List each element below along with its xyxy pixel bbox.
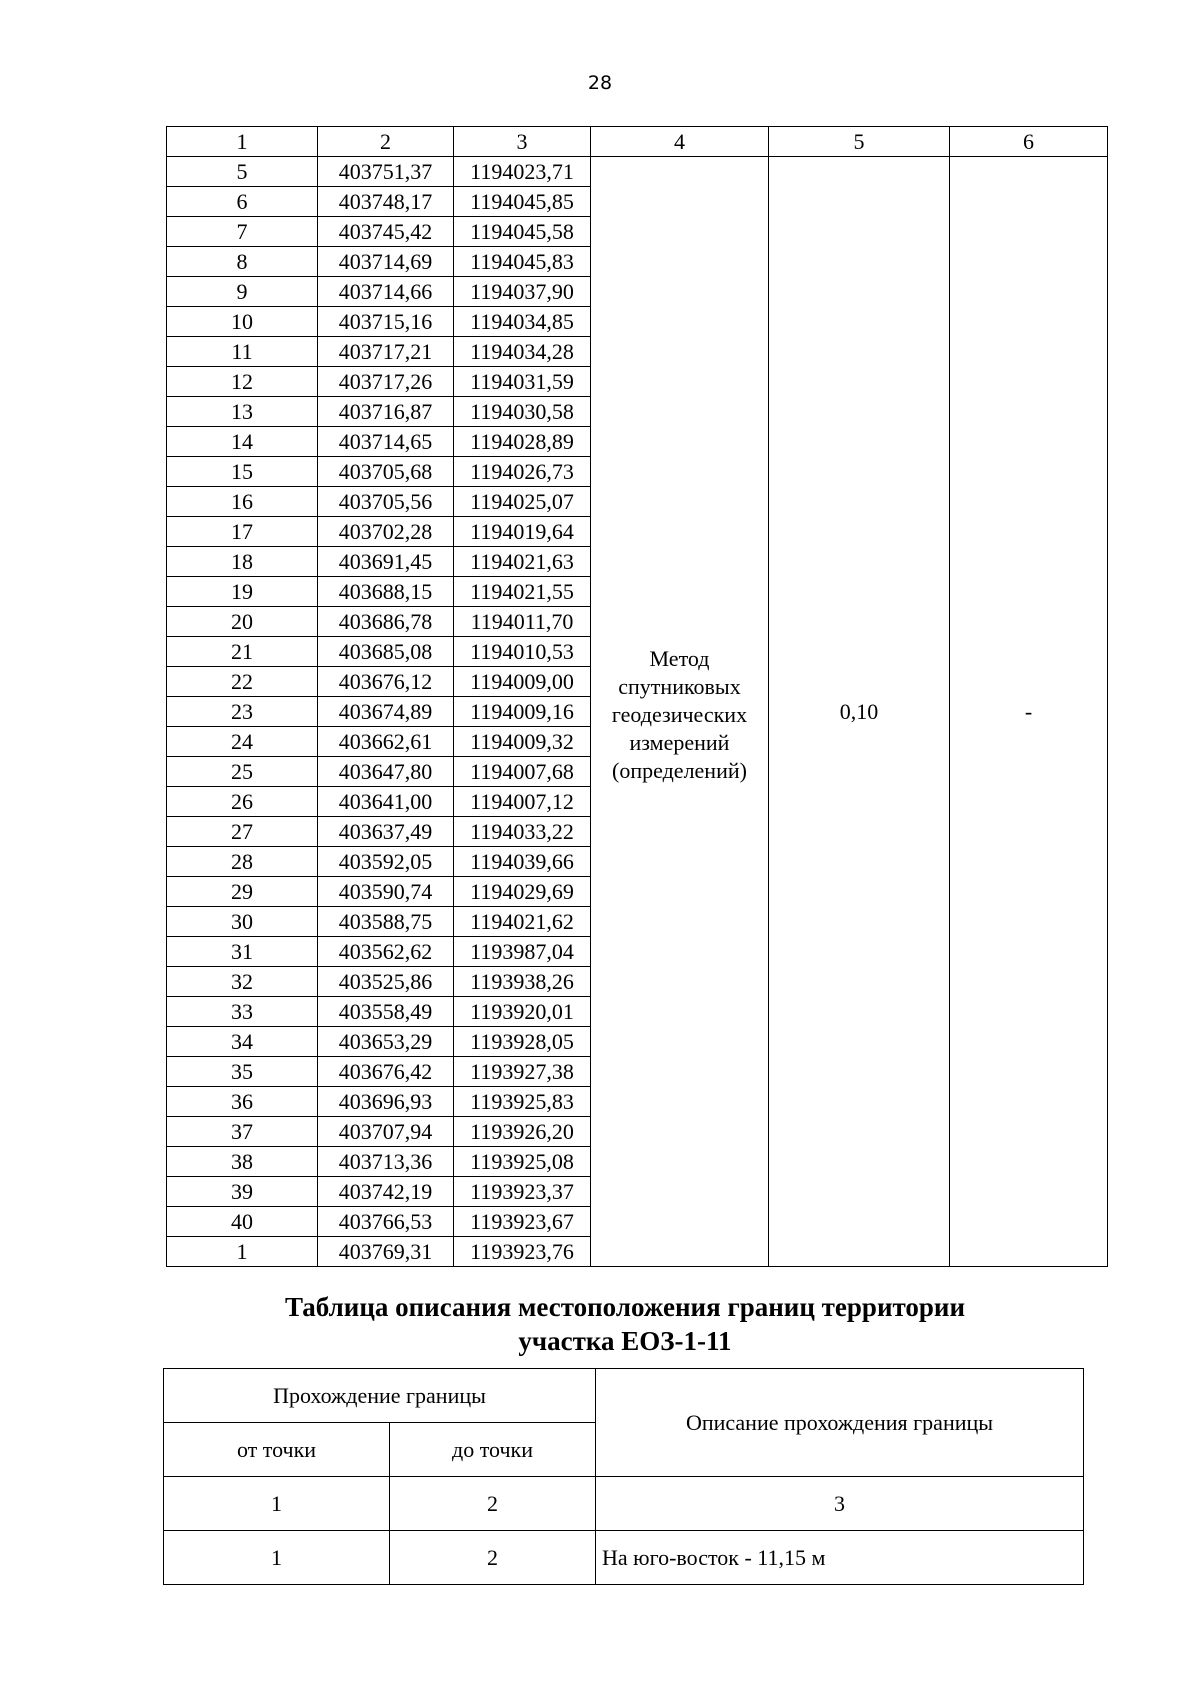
group-header-cell: Прохождение границы: [164, 1369, 596, 1423]
y-coordinate-cell: 1194025,07: [454, 487, 591, 517]
point-number-cell: 23: [167, 697, 318, 727]
section-title: [0, 1290, 1200, 1358]
y-coordinate-cell: 1194030,58: [454, 397, 591, 427]
y-coordinate-cell: 1194009,32: [454, 727, 591, 757]
method-line: измерений: [629, 729, 730, 755]
boundary-description-table: [163, 1368, 1084, 1585]
method-line: геодезических: [611, 701, 748, 727]
y-coordinate-cell: 1194023,71: [454, 157, 591, 187]
x-coordinate-cell: 403707,94: [318, 1117, 454, 1147]
x-coordinate-cell: 403685,08: [318, 637, 454, 667]
point-number-cell: 17: [167, 517, 318, 547]
y-coordinate-cell: 1193923,76: [454, 1237, 591, 1267]
x-coordinate-cell: 403766,53: [318, 1207, 454, 1237]
y-coordinate-cell: 1193927,38: [454, 1057, 591, 1087]
y-coordinate-cell: 1194011,70: [454, 607, 591, 637]
point-number-cell: 16: [167, 487, 318, 517]
point-number-cell: 24: [167, 727, 318, 757]
y-coordinate-cell: 1194021,63: [454, 547, 591, 577]
numbering-cell: 3: [596, 1477, 1084, 1531]
x-coordinate-cell: 403558,49: [318, 997, 454, 1027]
x-coordinate-cell: 403714,66: [318, 277, 454, 307]
x-coordinate-cell: 403769,31: [318, 1237, 454, 1267]
y-coordinate-cell: 1194034,28: [454, 337, 591, 367]
y-coordinate-cell: 1194028,89: [454, 427, 591, 457]
coordinates-table-body: [167, 127, 1108, 1267]
x-coordinate-cell: 403686,78: [318, 607, 454, 637]
point-number-cell: 7: [167, 217, 318, 247]
x-coordinate-cell: 403592,05: [318, 847, 454, 877]
point-number-cell: 5: [167, 157, 318, 187]
x-coordinate-cell: 403647,80: [318, 757, 454, 787]
point-number-cell: 27: [167, 817, 318, 847]
table-row: [167, 157, 1108, 187]
point-number-cell: 18: [167, 547, 318, 577]
y-coordinate-cell: 1193928,05: [454, 1027, 591, 1057]
point-number-cell: 15: [167, 457, 318, 487]
x-coordinate-cell: 403714,69: [318, 247, 454, 277]
x-coordinate-cell: 403717,21: [318, 337, 454, 367]
y-coordinate-cell: 1194007,68: [454, 757, 591, 787]
y-coordinate-cell: 1194033,22: [454, 817, 591, 847]
x-coordinate-cell: 403745,42: [318, 217, 454, 247]
point-number-cell: 12: [167, 367, 318, 397]
x-coordinate-cell: 403641,00: [318, 787, 454, 817]
y-coordinate-cell: 1194009,00: [454, 667, 591, 697]
header-cell: 2: [318, 127, 454, 157]
point-number-cell: 35: [167, 1057, 318, 1087]
section-title-line-1: Таблица описания местоположения границ территории: [284, 1292, 966, 1322]
coordinates-table: [166, 126, 1108, 1267]
point-number-cell: 38: [167, 1147, 318, 1177]
x-coordinate-cell: 403751,37: [318, 157, 454, 187]
header-cell: 4: [591, 127, 769, 157]
x-coordinate-cell: 403705,56: [318, 487, 454, 517]
y-coordinate-cell: 1194026,73: [454, 457, 591, 487]
point-number-cell: 28: [167, 847, 318, 877]
x-coordinate-cell: 403715,16: [318, 307, 454, 337]
y-coordinate-cell: 1194021,62: [454, 907, 591, 937]
header-cell: 5: [769, 127, 950, 157]
from-point-cell: 1: [164, 1531, 390, 1585]
header-cell: 1: [167, 127, 318, 157]
page-number: 28: [587, 72, 613, 94]
y-coordinate-cell: 1194045,85: [454, 187, 591, 217]
x-coordinate-cell: 403714,65: [318, 427, 454, 457]
y-coordinate-cell: 1194045,58: [454, 217, 591, 247]
x-coordinate-cell: 403702,28: [318, 517, 454, 547]
section-title-line-2: участка ЕОЗ-1-11: [518, 1326, 732, 1356]
point-number-cell: 1: [167, 1237, 318, 1267]
y-coordinate-cell: 1193920,01: [454, 997, 591, 1027]
y-coordinate-cell: 1193923,37: [454, 1177, 591, 1207]
point-number-cell: 40: [167, 1207, 318, 1237]
method-line: спутниковых: [618, 673, 741, 699]
numbering-cell: 2: [390, 1477, 596, 1531]
coordinates-header-row: [167, 127, 1108, 157]
table-row: [164, 1531, 1084, 1585]
header-cell: 3: [454, 127, 591, 157]
y-coordinate-cell: 1194019,64: [454, 517, 591, 547]
header-cell: 6: [950, 127, 1108, 157]
accuracy-cell: 0,10: [769, 157, 950, 1267]
point-number-cell: 20: [167, 607, 318, 637]
point-number-cell: 25: [167, 757, 318, 787]
y-coordinate-cell: 1193938,26: [454, 967, 591, 997]
x-coordinate-cell: 403742,19: [318, 1177, 454, 1207]
y-coordinate-cell: 1194037,90: [454, 277, 591, 307]
from-header-cell: от точки: [164, 1423, 390, 1477]
boundary-numbering-row: [164, 1477, 1084, 1531]
method-line: (определений): [612, 757, 747, 783]
point-number-cell: 31: [167, 937, 318, 967]
y-coordinate-cell: 1193925,08: [454, 1147, 591, 1177]
x-coordinate-cell: 403525,86: [318, 967, 454, 997]
point-number-cell: 39: [167, 1177, 318, 1207]
y-coordinate-cell: 1194009,16: [454, 697, 591, 727]
x-coordinate-cell: 403713,36: [318, 1147, 454, 1177]
x-coordinate-cell: 403590,74: [318, 877, 454, 907]
boundary-header-row: [164, 1369, 1084, 1423]
point-number-cell: 19: [167, 577, 318, 607]
point-number-cell: 26: [167, 787, 318, 817]
x-coordinate-cell: 403688,15: [318, 577, 454, 607]
x-coordinate-cell: 403705,68: [318, 457, 454, 487]
x-coordinate-cell: 403691,45: [318, 547, 454, 577]
point-number-cell: 13: [167, 397, 318, 427]
y-coordinate-cell: 1194010,53: [454, 637, 591, 667]
point-number-cell: 21: [167, 637, 318, 667]
y-coordinate-cell: 1193926,20: [454, 1117, 591, 1147]
y-coordinate-cell: 1194031,59: [454, 367, 591, 397]
point-number-cell: 9: [167, 277, 318, 307]
boundary-table-body: [164, 1369, 1084, 1585]
y-coordinate-cell: 1194007,12: [454, 787, 591, 817]
x-coordinate-cell: 403696,93: [318, 1087, 454, 1117]
to-header-cell: до точки: [390, 1423, 596, 1477]
x-coordinate-cell: 403717,26: [318, 367, 454, 397]
y-coordinate-cell: 1193925,83: [454, 1087, 591, 1117]
point-number-cell: 14: [167, 427, 318, 457]
y-coordinate-cell: 1194029,69: [454, 877, 591, 907]
y-coordinate-cell: 1194034,85: [454, 307, 591, 337]
y-coordinate-cell: 1193923,67: [454, 1207, 591, 1237]
description-cell: На юго-восток - 11,15 м: [596, 1531, 1084, 1585]
x-coordinate-cell: 403748,17: [318, 187, 454, 217]
point-number-cell: 36: [167, 1087, 318, 1117]
column-6-cell: -: [950, 157, 1108, 1267]
numbering-cell: 1: [164, 1477, 390, 1531]
x-coordinate-cell: 403674,89: [318, 697, 454, 727]
method-line: Метод: [649, 645, 710, 671]
x-coordinate-cell: 403662,61: [318, 727, 454, 757]
point-number-cell: 34: [167, 1027, 318, 1057]
point-number-cell: 37: [167, 1117, 318, 1147]
x-coordinate-cell: 403588,75: [318, 907, 454, 937]
description-header-cell: Описание прохождения границы: [596, 1369, 1084, 1477]
point-number-cell: 11: [167, 337, 318, 367]
point-number-cell: 10: [167, 307, 318, 337]
point-number-cell: 8: [167, 247, 318, 277]
to-point-cell: 2: [390, 1531, 596, 1585]
method-cell: [591, 157, 769, 1267]
point-number-cell: 6: [167, 187, 318, 217]
y-coordinate-cell: 1194039,66: [454, 847, 591, 877]
x-coordinate-cell: 403676,42: [318, 1057, 454, 1087]
point-number-cell: 33: [167, 997, 318, 1027]
point-number-cell: 30: [167, 907, 318, 937]
x-coordinate-cell: 403716,87: [318, 397, 454, 427]
x-coordinate-cell: 403676,12: [318, 667, 454, 697]
point-number-cell: 32: [167, 967, 318, 997]
y-coordinate-cell: 1193987,04: [454, 937, 591, 967]
x-coordinate-cell: 403653,29: [318, 1027, 454, 1057]
y-coordinate-cell: 1194045,83: [454, 247, 591, 277]
point-number-cell: 29: [167, 877, 318, 907]
y-coordinate-cell: 1194021,55: [454, 577, 591, 607]
point-number-cell: 22: [167, 667, 318, 697]
x-coordinate-cell: 403637,49: [318, 817, 454, 847]
x-coordinate-cell: 403562,62: [318, 937, 454, 967]
